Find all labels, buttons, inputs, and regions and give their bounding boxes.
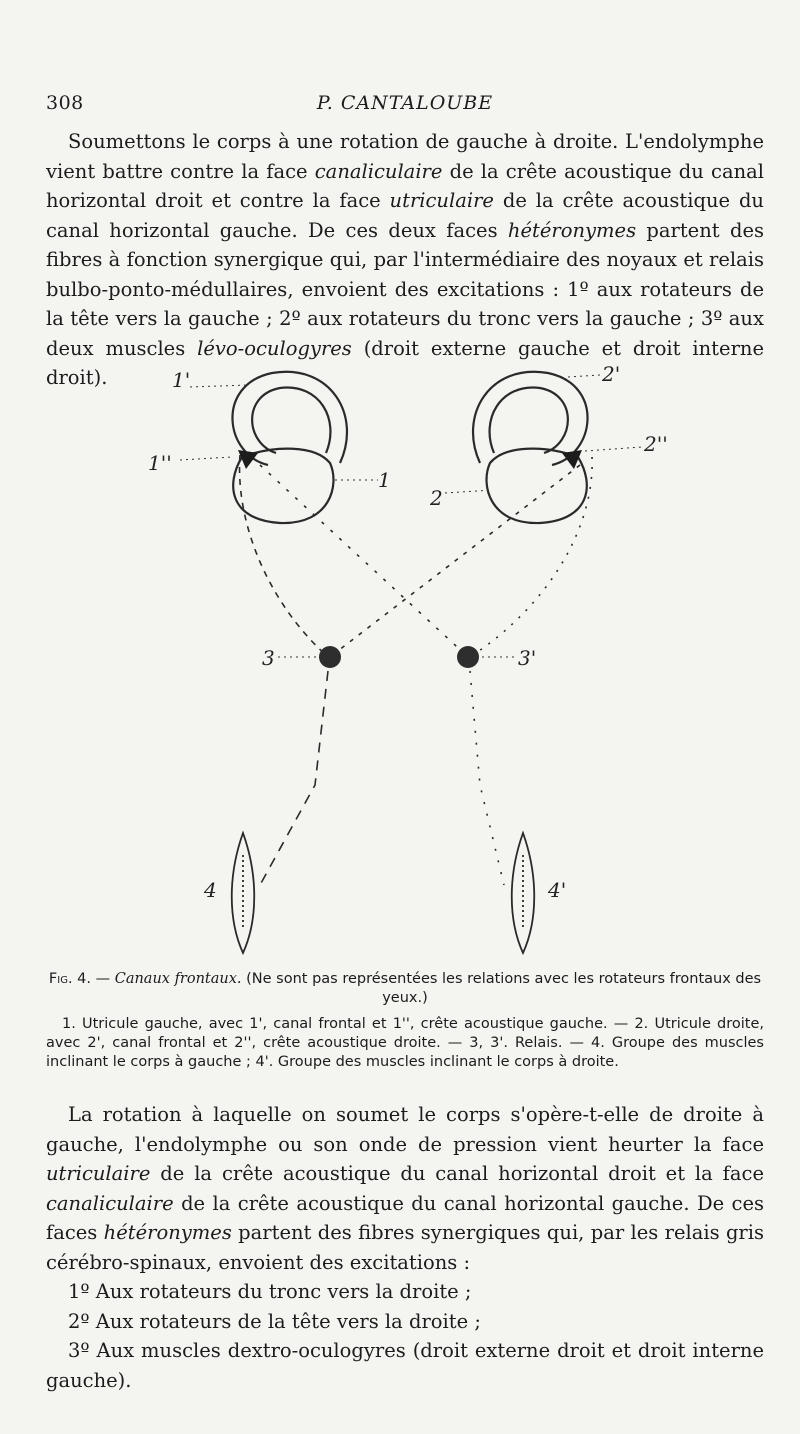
relay-3	[319, 646, 341, 668]
emphasis-levo-oculogyres: lévo-oculogyres	[197, 336, 352, 360]
text-run: partent des fibres à fonction synergique qui, par l'intermédiaire des noyaux et relais bulbo-ponto-médullaires, envoient des excitations : 1º aux rotateurs de la tête vers la gauche ; 2º aux rotateurs du tronc vers la gauche ; 3º aux deux muscles	[46, 218, 764, 360]
muscle-groups	[232, 833, 535, 953]
figure-number: Fig. 4.	[48, 971, 91, 987]
figure-name: Canaux frontaux.	[114, 971, 242, 987]
crossed-fibers	[240, 455, 593, 885]
fiber-right-crista-to-relay-3	[330, 465, 580, 657]
text-run: (droit externe gauche et droit interne droit).	[46, 336, 764, 389]
relay-3p	[457, 646, 479, 668]
caption-dash: —	[91, 971, 115, 987]
left-ear-structure	[232, 372, 347, 523]
list-item-1: 1º Aux rotateurs du tronc vers la droite ;	[68, 1280, 472, 1303]
label-3p: 3'	[518, 646, 537, 670]
right-frontal-canal-inner	[490, 388, 568, 453]
emphasis-canaliculaire: canaliculaire	[314, 159, 443, 183]
text-run: de la crête acoustique du canal horizontal gauche. De ces deux faces	[46, 189, 764, 242]
fiber-left-crista-to-relay-3	[240, 455, 328, 657]
emphasis-canaliculaire: canaliculaire	[46, 1191, 174, 1215]
text-run: Soumettons le corps à une rotation de gauche à droite. L'endolymphe vient battre contre la face	[46, 130, 764, 183]
list-item-2: 2º Aux rotateurs de la tête vers la droite ;	[68, 1309, 481, 1333]
leader-2pp	[585, 447, 642, 451]
label-4: 4	[204, 878, 217, 902]
figure-caption-title	[46, 970, 764, 1008]
label-2: 2	[430, 486, 443, 510]
running-title: P. CANTALOUBE	[316, 92, 494, 114]
fiber-relay-3p-to-muscles-4p	[470, 671, 504, 885]
left-frontal-canal-inner	[252, 388, 330, 453]
paragraph-rotation-right-to-left	[46, 1100, 764, 1395]
paragraph-text	[46, 1100, 764, 1277]
text-run: La rotation à laquelle on soumet le corps s'opère-t-elle de droite à gauche, l'endolymphe ou son onde de pression vient heurter la face	[46, 1103, 764, 1156]
page-number: 308	[46, 92, 84, 114]
label-3: 3	[262, 646, 275, 670]
label-2pp: 2''	[644, 432, 668, 456]
emphasis-heteronymes: hétéronymes	[507, 218, 637, 242]
text-run: partent des fibres synergiques qui, par les relais gris cérébro-spinaux, envoient des excitations :	[46, 1221, 764, 1274]
leader-1p	[190, 385, 248, 387]
leader-2	[445, 490, 492, 493]
label-1pp: 1''	[148, 451, 172, 475]
right-ear-structure	[473, 372, 588, 523]
label-1p: 1'	[172, 368, 191, 392]
text-run: de la crête acoustique du canal horizontal gauche. De ces faces	[46, 1191, 764, 1244]
label-2p: 2'	[602, 362, 621, 386]
figure-note: (Ne sont pas représentées les relations avec les rotateurs frontaux des yeux.)	[241, 971, 762, 1006]
figure-canaux-frontaux	[130, 345, 690, 960]
emphasis-utriculaire: utriculaire	[389, 189, 494, 212]
label-4p: 4'	[548, 878, 567, 902]
fiber-right-crista-to-relay-3p	[470, 457, 592, 657]
muscle-group-4p	[512, 833, 535, 953]
page-header	[46, 92, 764, 122]
fiber-relay-3-to-muscles-4	[260, 671, 328, 885]
text-run: de la crête acoustique du canal horizontal droit et contre la face	[46, 159, 764, 212]
muscle-group-4	[232, 833, 255, 953]
emphasis-heteronymes: hétéronymes	[103, 1221, 232, 1244]
figure-diagram	[130, 345, 690, 960]
leader-1pp	[180, 457, 232, 460]
figure-legend: 1. Utricule gauche, avec 1', canal frontal et 1'', crête acoustique gauche. — 2. Utricule droite, avec 2', canal frontal et 2'', crête acoustique droite. — 3, 3'. Relais. — 4. Groupe des muscles inclinant le corps à gauche ; 4'. Groupe des muscles inclinant le corps à droite.	[46, 1016, 764, 1070]
list-item-3: 3º Aux muscles dextro-oculogyres (droit externe droit et droit interne gauche).	[46, 1339, 764, 1392]
text-run: de la crête acoustique du canal horizontal droit et la face	[150, 1162, 764, 1185]
emphasis-utriculaire: utriculaire	[46, 1162, 151, 1185]
leader-2p	[568, 375, 600, 377]
label-1: 1	[378, 468, 391, 492]
